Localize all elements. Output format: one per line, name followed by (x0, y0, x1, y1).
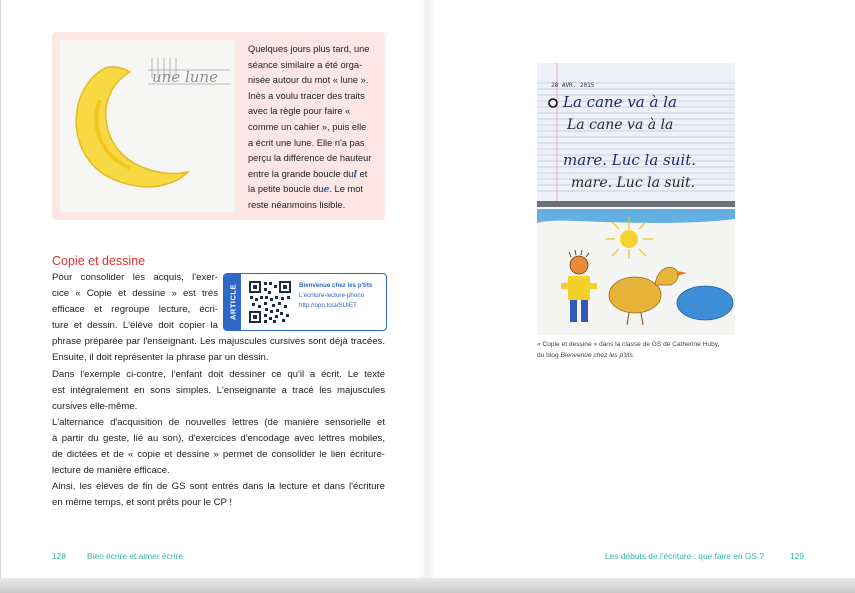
caption-line-1: « Copie et dessine » dans la classe de GS de Catherine Huby, (537, 341, 720, 348)
caption-blog-name: Bienvenue chez les p'tits (560, 351, 633, 359)
notebook-photo (537, 63, 735, 335)
body-line: Ainsi, les élèves de fin de GS sont entrés dans la lecture et dans l'écriture (52, 481, 385, 493)
drawing-handwriting: une lune (152, 68, 218, 86)
box-line: comme un cahier », puis elle (248, 121, 367, 132)
box-line: nisée autour du mot « lune ». (248, 75, 369, 86)
notebook-date: 28 AVR. 2015 (551, 82, 595, 89)
box-line-text: et (357, 168, 368, 179)
box-line-text: la petite boucle du (248, 184, 324, 195)
child-drawing-moon (60, 40, 235, 212)
copie-et-dessine-illustration (537, 63, 735, 335)
article-tab-label: ARTICLE (228, 284, 237, 320)
right-running-title: Les débuts de l'écriture : que faire en GS ? (605, 551, 764, 561)
article-title: Bienvenue chez les p'tits (299, 282, 373, 289)
caption-text: du blog (537, 351, 561, 359)
body-line: cice « Copie et dessine » est très (52, 288, 218, 300)
right-page-number: 129 (790, 551, 804, 561)
body-line: efficace et regroupe lecture, écri- (52, 304, 218, 316)
body-line: ture et dessin. L'élève doit copier la (52, 320, 218, 332)
article-info (299, 281, 385, 311)
box-line (248, 167, 381, 183)
caption-text: . (632, 351, 635, 359)
cursive-e-glyph: e (323, 184, 330, 196)
box-line: a écrit une lune. Elle n'a pas (248, 137, 365, 148)
article-subtitle: L'écriture-lecture-phono (299, 292, 365, 299)
book-edge-shadow (0, 578, 855, 593)
article-tab (224, 274, 241, 330)
qr-code-icon[interactable] (248, 280, 292, 324)
example-description (248, 42, 381, 214)
article-link[interactable]: http://opn.to/a/SUIET (299, 302, 357, 309)
box-line: séance similaire a été orga- (248, 59, 363, 70)
notebook-copy-line-2: mare. Luc la suit. (571, 175, 696, 191)
example-box (52, 32, 385, 220)
body-line: de dictées et de « copie et dessine » permet de consolider le lien écriture- (52, 449, 385, 461)
body-line: Dans l'exemple ci-contre, l'enfant doit dessiner ce qu'il a écrit. Le texte (52, 368, 385, 380)
moon-drawing-illustration (60, 40, 235, 212)
body-line: à partir du geste, lié au son), d'exercices d'encodage avec lettres mobiles, (52, 432, 385, 444)
box-line: avec la règle pour faire « (248, 106, 351, 117)
box-line: reste néanmoins lisible. (248, 199, 346, 210)
body-line: en même temps, et sont prêts pour le CP ! (52, 497, 233, 509)
box-line-text: . Le mot (329, 184, 363, 195)
body-line: phrase préparée par l'enseignant. Les majuscules cursives sont déjà tracées. (52, 336, 385, 348)
notebook-model-line-1: La cane va à la (563, 93, 677, 111)
notebook-model-line-2: mare. Luc la suit. (563, 151, 697, 169)
box-line: Inès a voulu tracer des traits (248, 90, 365, 101)
body-line: L'alternance d'acquisition de nouvelles lettres (de manière sensorielle et (52, 416, 385, 428)
notebook-copy-line-1: La cane va à la (567, 117, 674, 133)
body-line: cursives elle-même. (52, 400, 138, 412)
box-line: Quelques jours plus tard, une (248, 44, 370, 54)
box-line-text: entre la grande boucle du (248, 168, 354, 179)
cursive-l-glyph: l (353, 168, 357, 180)
section-title: Copie et dessine (52, 254, 146, 268)
body-line: lecture de manière efficace. (52, 465, 170, 477)
body-line: Ensuite, il doit représenter la phrase par un dessin. (52, 352, 269, 364)
box-line (248, 182, 381, 198)
left-page-number: 128 (52, 551, 66, 561)
left-running-title: Bien écrire et aimer écrire (87, 551, 183, 561)
body-line: Pour consolider les acquis, l'exer- (52, 272, 218, 283)
caption-line-2 (537, 351, 767, 362)
book-gutter (418, 0, 436, 583)
body-line: est intégralement en sons simples. L'enseignante a tracé les majuscules (52, 384, 385, 396)
photo-caption (537, 340, 767, 361)
article-reference-card[interactable] (223, 273, 387, 331)
box-line: perçu la différence de hauteur (248, 153, 372, 164)
